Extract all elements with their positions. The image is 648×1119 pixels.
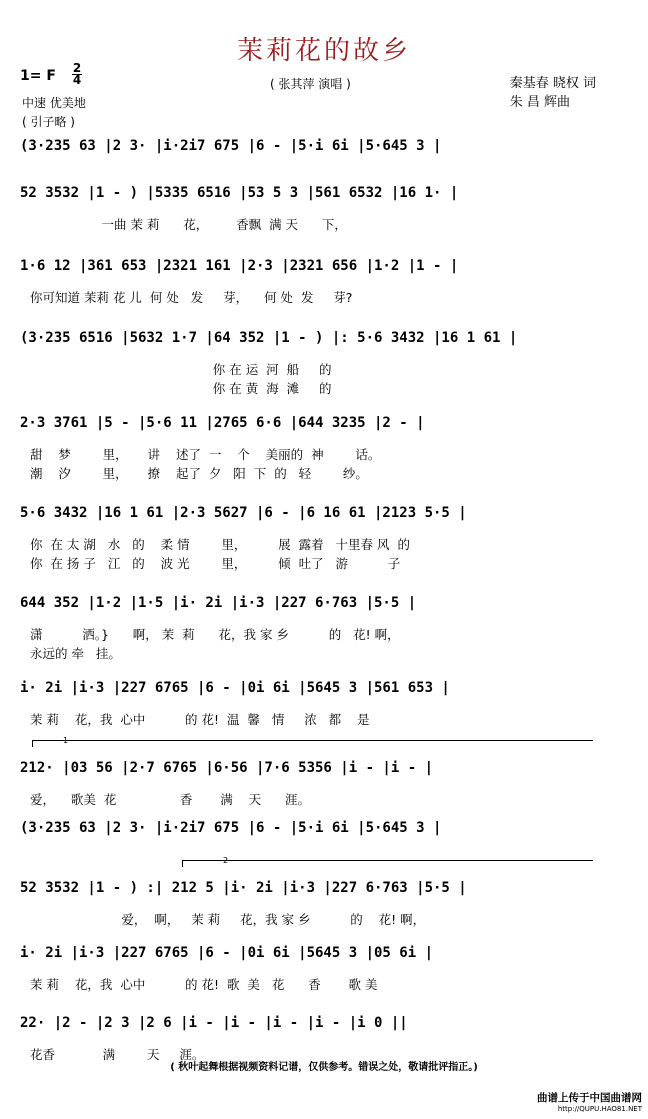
notation-line: 2·3 3761 |5 - |5·6 11 |2765 6·6 |644 3235 |2 - | — [20, 415, 425, 431]
lyric-line: 你 在 太 湖 水 的 柔 情 里， 展 露着 十里春 风 的 — [30, 537, 410, 552]
lyric-line: 甜 梦 里， 讲 述了 一 个 美丽的 神 话。 — [30, 447, 381, 462]
watermark-url: http://QUPU.HAO81.NET — [557, 1105, 642, 1113]
notation-line: 5·6 3432 |16 1 61 |2·3 5627 |6 - |6 16 61 |2123 5·5 | — [20, 505, 467, 521]
notation-line: 52 3532 |1 - ) :| 212 5 |i· 2i |i·3 |227 6·763 |5·5 | — [20, 880, 467, 896]
composer-credit: 朱 昌 辉曲 — [509, 95, 570, 110]
notation-line: i· 2i |i·3 |227 6765 |6 - |0i 6i |5645 3 |561 653 | — [20, 680, 450, 696]
watermark — [537, 1093, 642, 1115]
singer-credit: ( 张其萍 演唱 ) — [270, 77, 351, 91]
notation-line: 644 352 |1·2 |1·5 |i· 2i |i·3 |227 6·763 |5·5 | — [20, 595, 417, 611]
lyric-line: 你 在 扬 子 江 的 波 光 里， 倾 吐了 游 子 — [30, 556, 401, 571]
lyric-line: 你 在 黄 海 滩 的 — [30, 381, 332, 396]
time-denominator: 4 — [72, 73, 82, 87]
volta-2-label: 2 — [223, 856, 229, 865]
notation-line: 52 3532 |1 - ) |5335 6516 |53 5 3 |561 6532 |16 1· | — [20, 185, 459, 201]
lyric-line: 茉 莉 花，我 心中 的 花! 歌 美 花 香 歌 美 — [30, 977, 378, 992]
notation-line: 1·6 12 |361 653 |2321 161 |2·3 |2321 656 |1·2 |1 - | — [20, 258, 459, 274]
lyric-line: 爱， 歌美 花 香 满 天 涯。 — [30, 792, 310, 807]
time-numerator: 2 — [72, 61, 82, 75]
lyric-line: 爱， 啊， 茉 莉 花，我 家 乡 的 花! 啊， — [30, 912, 426, 927]
volta-bracket-1 — [32, 736, 593, 747]
notation-line: (3·235 63 |2 3· |i·2i7 675 |6 - |5·i 6i |5·645 3 | — [20, 138, 442, 154]
song-title: 茉莉花的故乡 — [236, 36, 411, 66]
volta-1-label: 1 — [63, 736, 69, 745]
notation-line: (3·235 63 |2 3· |i·2i7 675 |6 - |5·i 6i |5·645 3 | — [20, 820, 442, 836]
footnote: ( 秋叶起舞根据视频资料记谱，仅供参考。错误之处，敬请批评指正。) — [170, 1062, 478, 1073]
tempo-marking: 中速 优美地 — [22, 96, 86, 110]
key-signature: 1= F — [20, 68, 56, 84]
time-signature — [72, 63, 82, 86]
notation-line: 212· |03 56 |2·7 6765 |6·56 |7·6 5356 |i - |i - | — [20, 760, 434, 776]
notation-line: 22· |2 - |2 3 |2 6 |i - |i - |i - |i - |i 0 || — [20, 1015, 408, 1031]
credits — [510, 74, 596, 112]
lyric-line: 一曲 茉 莉 花， 香飘 满 天 下， — [30, 217, 347, 232]
lyric-line: 花香 满 天 涯。 — [30, 1047, 205, 1062]
notation-line: i· 2i |i·3 |227 6765 |6 - |0i 6i |5645 3 |05 6i | — [20, 945, 434, 961]
lyric-line: 永远的 牵 挂。 — [30, 646, 121, 661]
lyric-line: 你 在 运 河 船 的 — [30, 362, 332, 377]
lyric-line: 潇 洒。} 啊， 茉 莉 花，我 家 乡 的 花! 啊， — [30, 627, 400, 642]
lyric-line: 潮 汐 里， 撩 起了 夕 阳 下 的 轻 纱。 — [30, 466, 368, 481]
lyric-line: 你可知道 茉莉 花 儿 何 处 发 芽， 何 处 发 芽? — [30, 290, 353, 305]
lyricist-credit: 秦基春 晓权 词 — [509, 76, 596, 91]
watermark-text: 曲谱上传于中国曲谱网 — [537, 1092, 642, 1104]
notation-line: (3·235 6516 |5632 1·7 |64 352 |1 - ) |: 5·6 3432 |16 1 61 | — [20, 330, 518, 346]
lyric-line: 茉 莉 花，我 心中 的 花! 温 馨 情 浓 都 是 — [30, 712, 370, 727]
intro-note: ( 引子略 ) — [22, 115, 75, 129]
volta-bracket-2 — [182, 856, 593, 867]
